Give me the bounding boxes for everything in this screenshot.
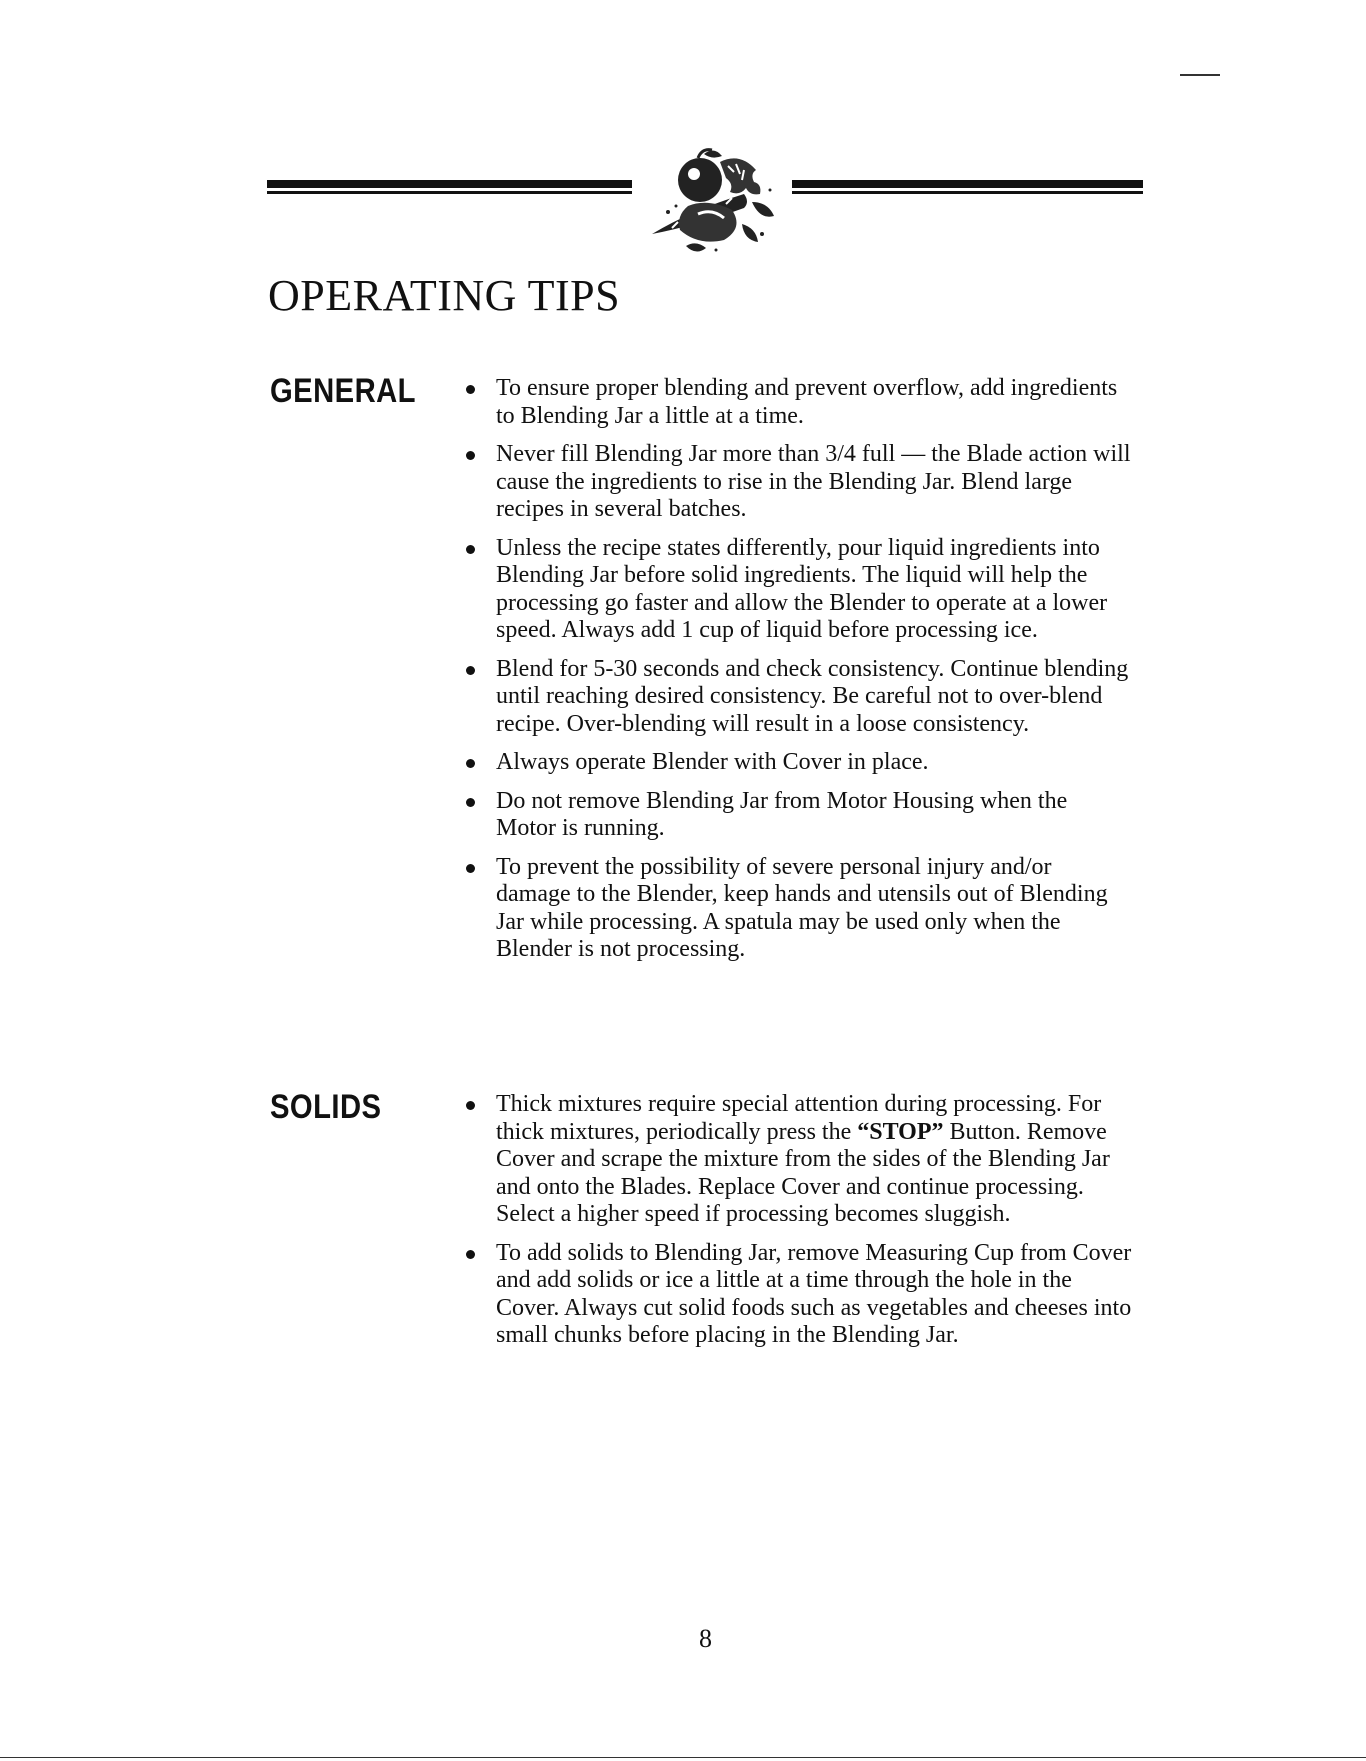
bullet-icon bbox=[466, 385, 475, 394]
bullet-icon bbox=[466, 1250, 475, 1259]
list-item bbox=[462, 656, 1132, 739]
list-item bbox=[462, 788, 1132, 843]
list-item bbox=[462, 375, 1132, 430]
bullet-icon bbox=[466, 666, 475, 675]
solids-tips-list bbox=[462, 1091, 1132, 1361]
list-item bbox=[462, 1091, 1132, 1229]
section-heading-solids: SOLIDS bbox=[270, 1088, 382, 1126]
tip-text-after: Button. Remove Cover and scrape the mixture from the sides of the Blending Jar and onto the Blades. Replace Cover and continue processing. Select a higher speed if processing becomes sluggish. bbox=[496, 1118, 1110, 1227]
list-item bbox=[462, 441, 1132, 524]
tip-text-before: Thick mixtures require special attention during processing. For thick mixtures, periodically press the bbox=[496, 1091, 1102, 1145]
tip-text: To add solids to Blending Jar, remove Measuring Cup from Cover and add solids or ice a little at a time through the hole in the Cover. Always cut solid foods such as vegetables and cheeses into small chunks before placing in the Blending Jar. bbox=[496, 1239, 1132, 1348]
bullet-icon bbox=[466, 864, 475, 873]
tip-text: Do not remove Blending Jar from Motor Housing when the Motor is running. bbox=[496, 787, 1068, 841]
tip-text: To prevent the possibility of severe personal injury and/or damage to the Blender, keep hands and utensils out of Blending Jar while processing. A spatula may be used only when the Blender is not processing. bbox=[496, 853, 1108, 962]
list-item bbox=[462, 749, 1132, 777]
bottom-edge-line bbox=[0, 1757, 1366, 1758]
bullet-icon bbox=[466, 798, 475, 807]
bullet-icon bbox=[466, 1101, 475, 1110]
vegetable-ornament-icon bbox=[632, 142, 792, 262]
stop-button-label: “STOP” bbox=[857, 1118, 944, 1145]
tip-text: Always operate Blender with Cover in place. bbox=[496, 749, 929, 775]
bullet-icon bbox=[466, 451, 475, 460]
general-tips-list bbox=[462, 375, 1132, 975]
page-number: 8 bbox=[699, 1624, 712, 1653]
list-item bbox=[462, 535, 1132, 645]
list-item bbox=[462, 854, 1132, 964]
corner-mark bbox=[1180, 74, 1220, 76]
tip-text: Never fill Blending Jar more than 3/4 full — the Blade action will cause the ingredients to rise in the Blending Jar. Blend large recipes in several batches. bbox=[496, 441, 1131, 522]
bullet-icon bbox=[466, 759, 475, 768]
tip-text: To ensure proper blending and prevent overflow, add ingredients to Blending Jar a little at a time. bbox=[496, 375, 1118, 429]
page-title: OPERATING TIPS bbox=[268, 271, 621, 320]
bullet-icon bbox=[466, 545, 475, 554]
list-item bbox=[462, 1240, 1132, 1350]
tip-text: Unless the recipe states differently, pour liquid ingredients into Blending Jar before solid ingredients. The liquid will help the processing go faster and allow the Blender to operate at a lower speed. Always add 1 cup of liquid before processing ice. bbox=[496, 534, 1108, 643]
tip-text: Blend for 5-30 seconds and check consistency. Continue blending until reaching desired consistency. Be careful not to over-blend recipe. Over-blending will result in a loose consistency. bbox=[496, 655, 1129, 737]
section-heading-general: GENERAL bbox=[270, 372, 416, 410]
